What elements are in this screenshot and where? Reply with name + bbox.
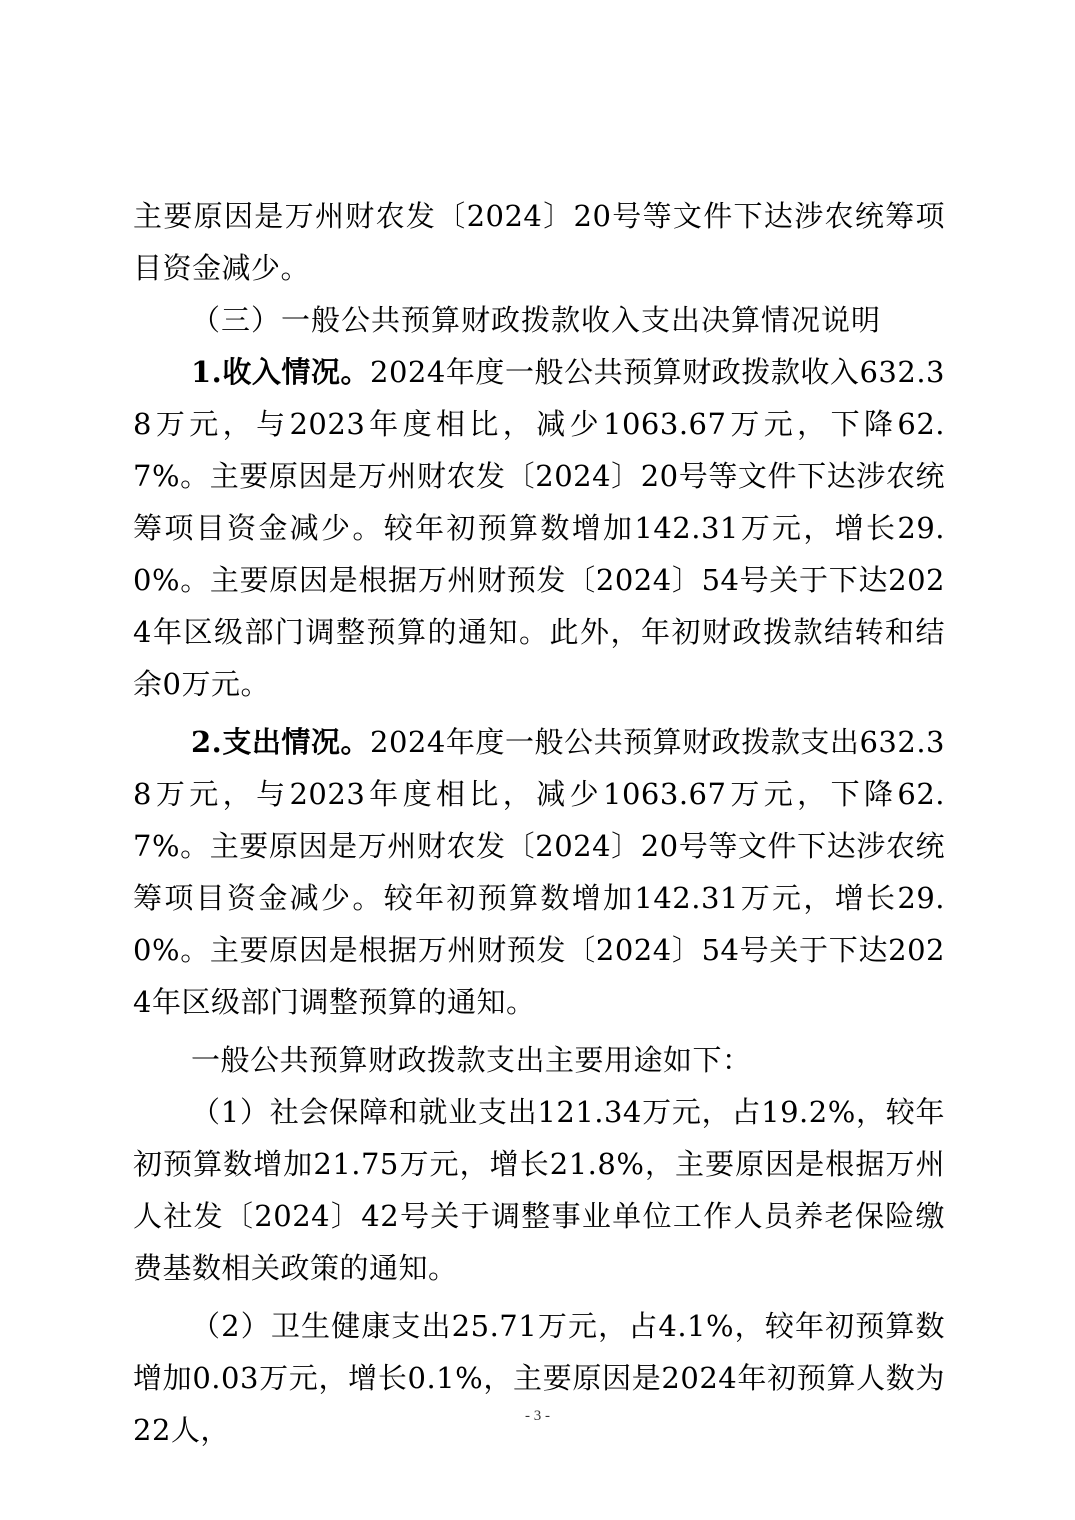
- paragraph-uses-intro: [133, 1034, 945, 1086]
- paragraph-expenditure: [133, 716, 945, 1028]
- paragraph-continuation: [133, 190, 945, 294]
- paragraph-social-security: [133, 1086, 945, 1294]
- paragraph-text: 一般公共预算财政拨款支出主要用途如下：: [191, 1043, 752, 1077]
- paragraph-lead: 2.支出情况。: [191, 725, 371, 759]
- section-heading-text: （三）一般公共预算财政拨款收入支出决算情况说明: [191, 303, 882, 337]
- section-heading: [133, 294, 945, 346]
- paragraph-text: 2024年度一般公共预算财政拨款支出632.38万元，与2023年度相比，减少1063.67万元，下降62.7%。主要原因是万州财农发〔2024〕20号等文件下达涉农统筹项目资金减少。较年初预算数增加142.31万元，增长29.0%。主要原因是根据万州财预发〔2024〕54号关于下达2024年区级部门调整预算的通知。: [133, 725, 945, 1019]
- paragraph-lead: 1.收入情况。: [191, 355, 371, 389]
- paragraph-text: （1）社会保障和就业支出121.34万元，占19.2%，较年初预算数增加21.75万元，增长21.8%，主要原因是根据万州人社发〔2024〕42号关于调整事业单位工作人员养老保险缴费基数相关政策的通知。: [133, 1095, 945, 1285]
- paragraph-health: [133, 1300, 945, 1456]
- paragraph-text: （2）卫生健康支出25.71万元，占4.1%，较年初预算数增加0.03万元，增长0.1%，主要原因是2024年初预算人数为22人，: [133, 1309, 945, 1447]
- page-number: - 3 -: [525, 1408, 550, 1424]
- paragraph-text: 2024年度一般公共预算财政拨款收入632.38万元，与2023年度相比，减少1063.67万元，下降62.7%。主要原因是万州财农发〔2024〕20号等文件下达涉农统筹项目资金减少。较年初预算数增加142.31万元，增长29.0%。主要原因是根据万州财预发〔2024〕54号关于下达2024年区级部门调整预算的通知。此外，年初财政拨款结转和结余0万元。: [133, 355, 945, 701]
- document-body: [133, 190, 945, 1456]
- paragraph-income: [133, 346, 945, 710]
- paragraph-text: 主要原因是万州财农发〔2024〕20号等文件下达涉农统筹项目资金减少。: [133, 199, 945, 285]
